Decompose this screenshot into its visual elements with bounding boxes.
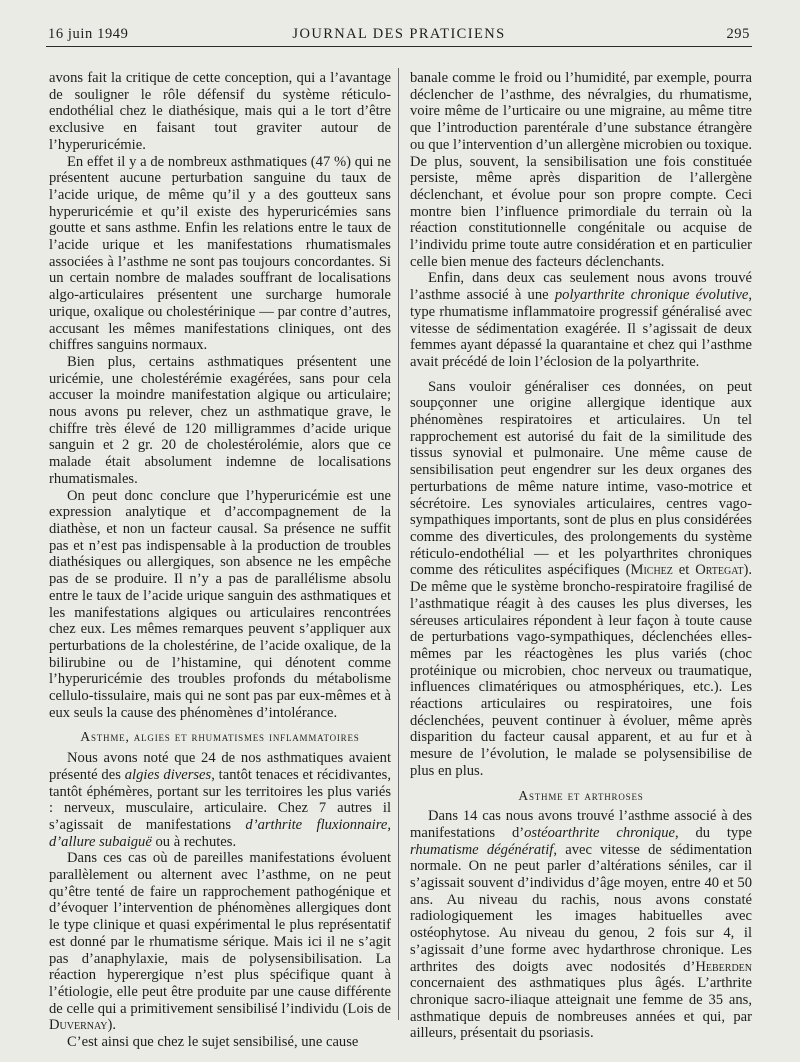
issue-date: 16 juin 1949 xyxy=(48,26,129,42)
text-run: Dans ces cas où de pareilles manifestations évoluent parallèlement ou alternent avec l’asthme, on ne peut qu’être tenté de faire un rapprochement pathogénique et d’évoquer l’intervention de phénomènes allergiques dont le type clinique et quasi expérimental le plus représentatif est donné par le rhumatisme sérique. Mais ici il ne s’agit pas d’anaphylaxie, mais de polysensibilisation. La réaction hyperergique n’est plus spécifique quant à l’étiologie, elle peut être produite par une cause différente de celle qui a primitivement sensibilisé l’individu (Lois de xyxy=(49,850,391,1017)
author-name: Duvernay xyxy=(49,1017,108,1034)
journal-title: JOURNAL DES PRATICIENS xyxy=(292,26,506,42)
paragraph xyxy=(49,850,391,1034)
section-heading: Asthme, algies et rhumatismes inflammatoires xyxy=(80,729,360,745)
text-run: Nous avons noté que 24 de nos asthmatiques avaient présenté des xyxy=(49,750,391,783)
paragraph: En effet il y a de nombreux asthmatiques (47 %) qui ne présentent aucune perturbation sanguine du taux de l’acide urique, de même qu’il y a des goutteux sans hyperuricémie et qu’il existe des hyperuricémies sans goutte et sans asthme. Enfin les relations entre le taux de l’acide urique et les manifestations rhumatismales associées à l’asthme ne sont pas toujours concordantes. Si un certain nombre de malades souffrant de localisations algo-articulaires présentent une surcharge humorale urique, oxalique ou cholestérinique — par contre d’autres, accusant les mêmes manifestations cliniques, ont des chiffres sanguins normaux. xyxy=(49,153,391,354)
italic-run: polyarthrite chronique évolutive xyxy=(554,287,749,304)
text-run: ). xyxy=(107,1017,117,1034)
page-number: 295 xyxy=(726,26,750,42)
paragraph: C’est ainsi que chez le sujet sensibilisé, une cause xyxy=(67,1034,359,1051)
text-run: , du type xyxy=(674,824,752,841)
italic-run: algies diverses xyxy=(124,766,212,783)
italic-run: d’arthrite fluxionnaire, d’allure subaiguë xyxy=(49,816,391,850)
paragraph: On peut donc conclure que l’hyperuricémie est une expression analytique et d’accompagnement de la diathèse, et non un facteur causal. Sa présence ne suffit pas et n’est pas indispensable à la production de troubles diathésiques ou allergiques, son absence ne les empêche pas de se produire. Il n’y a pas de parallélisme absolu entre le taux de l’acide urique sanguin des asthmatiques et les manifestations algiques ou articulaires rencontrées chez eux. Les mêmes remarques peuvent s’appliquer aux perturbations de la cholestérine, de l’acide oxalique, de la bilirubine ou de l’histamine, qui dénotent comme l’hyperuricémie des troubles profonds du métabolisme cellulo-tissulaire, mais qui ne sont pas par eux-mêmes et à eux seuls la cause des phénomènes d’intolérance. xyxy=(49,487,391,721)
author-name: Heberden xyxy=(695,958,752,975)
author-name: Ortegat xyxy=(695,562,744,579)
paragraph: avons fait la critique de cette conception, qui a l’avantage de souligner le rôle défensif du système réticulo-endothélial chez le diathésique, mais qui a le tort d’être exclusive en faisant tout graviter autour de l’hyperuricémie. xyxy=(49,70,391,153)
paragraph xyxy=(410,270,752,370)
author-name: Michez xyxy=(630,562,673,579)
left-column xyxy=(49,70,391,1051)
text-run: ou à rechutes. xyxy=(151,833,237,850)
column-divider xyxy=(398,68,399,1020)
text-run: ). De même que le système broncho-respiratoire fragilisé de l’asthmatique réagit à des causes les plus diverses, les séreuses articulaires répondent à leur façon à toute cause de perturbations vago-sympathiques, déclenchées elles-mêmes par les réactogènes les plus variés (choc protéinique ou microbien, choc nerveux ou traumatique, influences climatériques ou atmosphériques, etc.). Les réactions articulaires ou respiratoires, une fois déclenchées, peuvent continuer à évoluer, même après disparition du facteur causal apparent, et au fur et à mesure de l’évolution, le malade se polysensibilise de plus en plus. xyxy=(410,562,752,779)
section-heading: Asthme et arthroses xyxy=(518,787,644,803)
text-run: , avec vitesse de sédimentation normale. On ne peut parler d’altérations séniles, car il s’agissait souvent d’individus d’âge moyen, entre 40 et 50 ans. Au niveau du rachis, nous avons constaté radiologiquement les images habituelles avec ostéophytose. Au niveau du genou, 2 fois sur 4, il s’agissait d’une forme avec hydarthrose chronique. Les arthrites des doigts avec nodosités d’ xyxy=(410,841,752,975)
italic-run: rhumatisme dégénératif xyxy=(410,841,554,858)
paragraph: Bien plus, certains asthmatiques présentent une uricémie, une cholestérémie exagérées, sans pour cela accuser la moindre manifestation algique ou articulaire; nous avons pu relever, chez un asthmatique grave, le chiffre très élevé de 120 milligrammes d’acide urique sanguin et 2 gr. 20 de cholestérolémie, alors que ce malade était absolument indemne de localisations rhumatismales. xyxy=(49,353,391,487)
italic-run: ostéoarthrite chronique xyxy=(524,824,675,841)
right-column xyxy=(410,70,752,1042)
text-run: , type rhumatisme inflammatoire progressif généralisé avec vitesse de sédimentation exagérée. Il s’agissait de deux femmes ayant dépassé la quarantaine et chez qui l’asthme avait précédé de loin l’éclosion de la polyarthrite. xyxy=(410,287,752,370)
text-run: et xyxy=(672,562,696,579)
paragraph xyxy=(410,379,752,780)
text-run: , tantôt tenaces et récidivantes, tantôt éphémères, portant sur les territoires les plus variés : nerveux, musculaire, articulaire. Chez 7 autres il s’agissait de manifestations xyxy=(49,766,391,833)
text-run: Dans 14 cas nous avons trouvé l’asthme associé à des manifestations d’ xyxy=(410,808,752,841)
page-header xyxy=(46,24,752,47)
text-run: Enfin, dans deux cas seulement nous avons trouvé l’asthme associé à une xyxy=(410,270,752,304)
text-run: Sans vouloir généraliser ces données, on peut soupçonner une origine allergique identique aux phénomènes respiratoires et articulaires. Un tel rapprochement est autorisé du fait de la similitude des tissus synovial et pulmonaire. Une même cause de sensibilisation peut engendrer sur les deux organes des perturbations de même nature intime, vaso-motrice et sécrétoire. Les synoviales articulaires, centres vago-sympathiques importants, sont de plus en plus considérées comme des diverticules, des prolongements du système réticulo-endothélial — et les polyarthrites chroniques comme des réticulites aspécifiques ( xyxy=(410,378,752,579)
spacer xyxy=(410,371,752,379)
paragraph xyxy=(410,808,752,1042)
paragraph xyxy=(49,750,391,850)
paragraph: banale comme le froid ou l’humidité, par exemple, pourra déclencher de l’asthme, des névralgies, du rhumatisme, voire même de l’urticaire ou une migraine, au même titre que l’introduction parentérale d’une substance étrangère ou que l’intervention d’un allergène microbien ou toxique. De plus, souvent, la sensibilisation une fois constituée persiste, même après disparition de l’allergène déclenchant, et évolue pour son propre compte. Ceci montre bien l’influence primordiale du terrain où la réaction constitutionnelle congénitale ou acquise de l’individu prime toute autre considération et en particulier celle bien menue des facteurs déclenchants. xyxy=(410,70,752,270)
text-run: concernaient des asthmatiques plus âgés. L’arthrite chronique sacro-iliaque atteignait une femme de 35 ans, asthmatique depuis de nombreuses années et qui, par ailleurs, présentait du psoriasis. xyxy=(410,975,752,1042)
